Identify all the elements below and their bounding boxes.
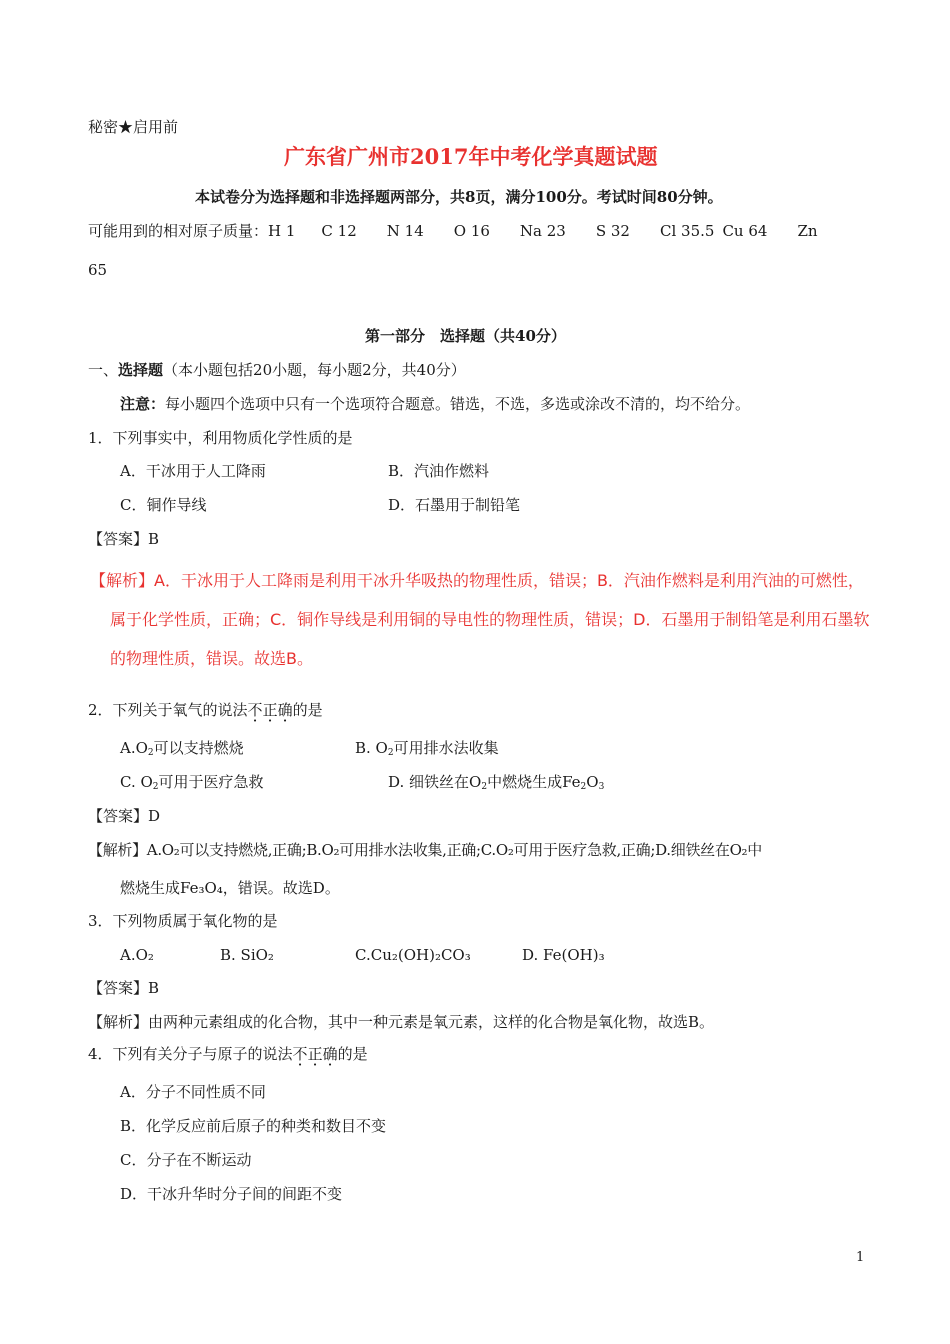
atomic-masses-label: 可能用到的相对原子质量： — [88, 222, 269, 240]
q2-answer: 【答案】D — [88, 807, 161, 825]
note-label: 注意： — [120, 395, 166, 413]
q2-d-sub: 2 — [481, 782, 488, 792]
note-text: 每小题四个选项中只有一个选项符合题意。错选，不选，多选或涂改不清的，均不给分。 — [165, 395, 751, 413]
q2-emph-2: 正 — [262, 701, 278, 719]
mass-n: N 14 — [386, 222, 424, 240]
mass-zn: Zn — [797, 222, 818, 240]
q2-option-d — [388, 772, 604, 792]
section-header — [88, 360, 466, 380]
page-title: 广东省广州市2017年中考化学真题试题 — [284, 144, 658, 169]
q1-answer: 【答案】B — [88, 530, 160, 548]
q2-analysis-line1: 【解析】A.O₂可以支持燃烧,正确;B.O₂可用排水法收集,正确;C.O₂可用于医疗急救,正确;D.细铁丝在O₂中 — [88, 841, 762, 859]
q2-stem — [88, 700, 323, 720]
q3-option-d: D. Fe(OH)₃ — [522, 946, 605, 964]
q3-stem: 3．下列物质属于氧化物的是 — [88, 912, 278, 930]
q2-emph-1: 不 — [247, 701, 263, 719]
part1-heading: 第一部分 选择题（共40分） — [365, 327, 566, 345]
q2-c-post: 可用于医疗急救 — [158, 773, 264, 791]
q2-c-sub: 2 — [152, 782, 159, 792]
q2-option-b — [355, 738, 499, 758]
q2-analysis-line2: 燃烧生成Fe₃O₄，错误。故选D。 — [120, 879, 340, 897]
q2-d-sub3: 3 — [598, 782, 605, 792]
q1-analysis: 【解析】A．干冰用于人工降雨是利用干冰升华吸热的物理性质，错误；B．汽油作燃料是利用汽油的可燃性，属于化学性质，正确；C．铜作导线是利用铜的导电性的物理性质，错误；D．石墨用于制铅笔是利用石墨软的物理性质，错误。故选B。 — [90, 571, 870, 668]
q2-d-pre: D. 细铁丝在O — [388, 773, 482, 791]
q2-a-pre: A.O — [120, 739, 148, 757]
section-note: （本小题包括20小题，每小题2分，共40分） — [163, 361, 466, 379]
q4-emph-2: 正 — [307, 1045, 323, 1063]
q2-option-a — [120, 738, 244, 758]
q3-option-c: C.Cu₂(OH)₂CO₃ — [355, 946, 471, 964]
q2-d-mid2: O — [586, 773, 599, 791]
exam-subtitle: 本试卷分为选择题和非选择题两部分，共8页，满分100分。考试时间80分钟。 — [195, 188, 723, 206]
q4-option-a: A．分子不同性质不同 — [120, 1083, 266, 1101]
q4-option-c: C．分子在不断运动 — [120, 1151, 252, 1169]
q2-option-c — [120, 772, 264, 792]
mass-o: O 16 — [453, 222, 490, 240]
q1-option-b: B．汽油作燃料 — [388, 462, 490, 480]
q2-stem-pre: 2．下列关于氧气的说法 — [88, 701, 248, 719]
q2-a-sub: 2 — [147, 748, 154, 758]
q2-d-mid: 中燃烧生成Fe — [487, 773, 581, 791]
atomic-masses-line — [88, 221, 818, 241]
q2-emph-3: 确 — [277, 701, 293, 719]
q4-stem-pre: 4．下列有关分子与原子的说法 — [88, 1045, 293, 1063]
page-number: 1 — [856, 1250, 865, 1265]
q2-d-sub2: 2 — [580, 782, 587, 792]
mass-s: S 32 — [595, 222, 630, 240]
mass-cu: Cu 64 — [722, 222, 768, 240]
secret-label: 秘密★启用前 — [88, 118, 179, 136]
q3-answer: 【答案】B — [88, 979, 160, 997]
q2-b-pre: B. O — [355, 739, 388, 757]
section-title: 选择题 — [118, 361, 164, 379]
q2-b-sub: 2 — [387, 748, 394, 758]
q2-c-pre: C. O — [120, 773, 153, 791]
q1-option-a: A．干冰用于人工降雨 — [120, 462, 266, 480]
q4-emph-1: 不 — [292, 1045, 308, 1063]
q2-b-post: 可用排水法收集 — [393, 739, 499, 757]
q3-option-a: A.O₂ — [120, 946, 154, 964]
q3-option-b: B. SiO₂ — [220, 946, 274, 964]
q4-option-b: B．化学反应前后原子的种类和数目不变 — [120, 1117, 387, 1135]
q1-stem: 1．下列事实中，利用物质化学性质的是 — [88, 429, 353, 447]
section-prefix: 一、 — [88, 361, 119, 379]
mass-c: C 12 — [321, 222, 357, 240]
mass-cl: Cl 35.5 — [659, 222, 715, 240]
mass-na: Na 23 — [519, 222, 566, 240]
q4-stem-post: 的是 — [337, 1045, 368, 1063]
note-line — [120, 394, 750, 414]
q2-a-post: 可以支持燃烧 — [153, 739, 244, 757]
q2-stem-post: 的是 — [292, 701, 323, 719]
atomic-masses-continuation: 65 — [88, 261, 108, 279]
q3-analysis: 【解析】由两种元素组成的化合物，其中一种元素是氧元素，这样的化合物是氧化物，故选B。 — [88, 1013, 715, 1031]
q4-stem — [88, 1044, 368, 1064]
q4-option-d: D．干冰升华时分子间的间距不变 — [120, 1185, 343, 1203]
q1-option-d: D．石墨用于制铅笔 — [388, 496, 521, 514]
q4-emph-3: 确 — [322, 1045, 338, 1063]
mass-h: H 1 — [268, 222, 296, 240]
q1-option-c: C．铜作导线 — [120, 496, 207, 514]
